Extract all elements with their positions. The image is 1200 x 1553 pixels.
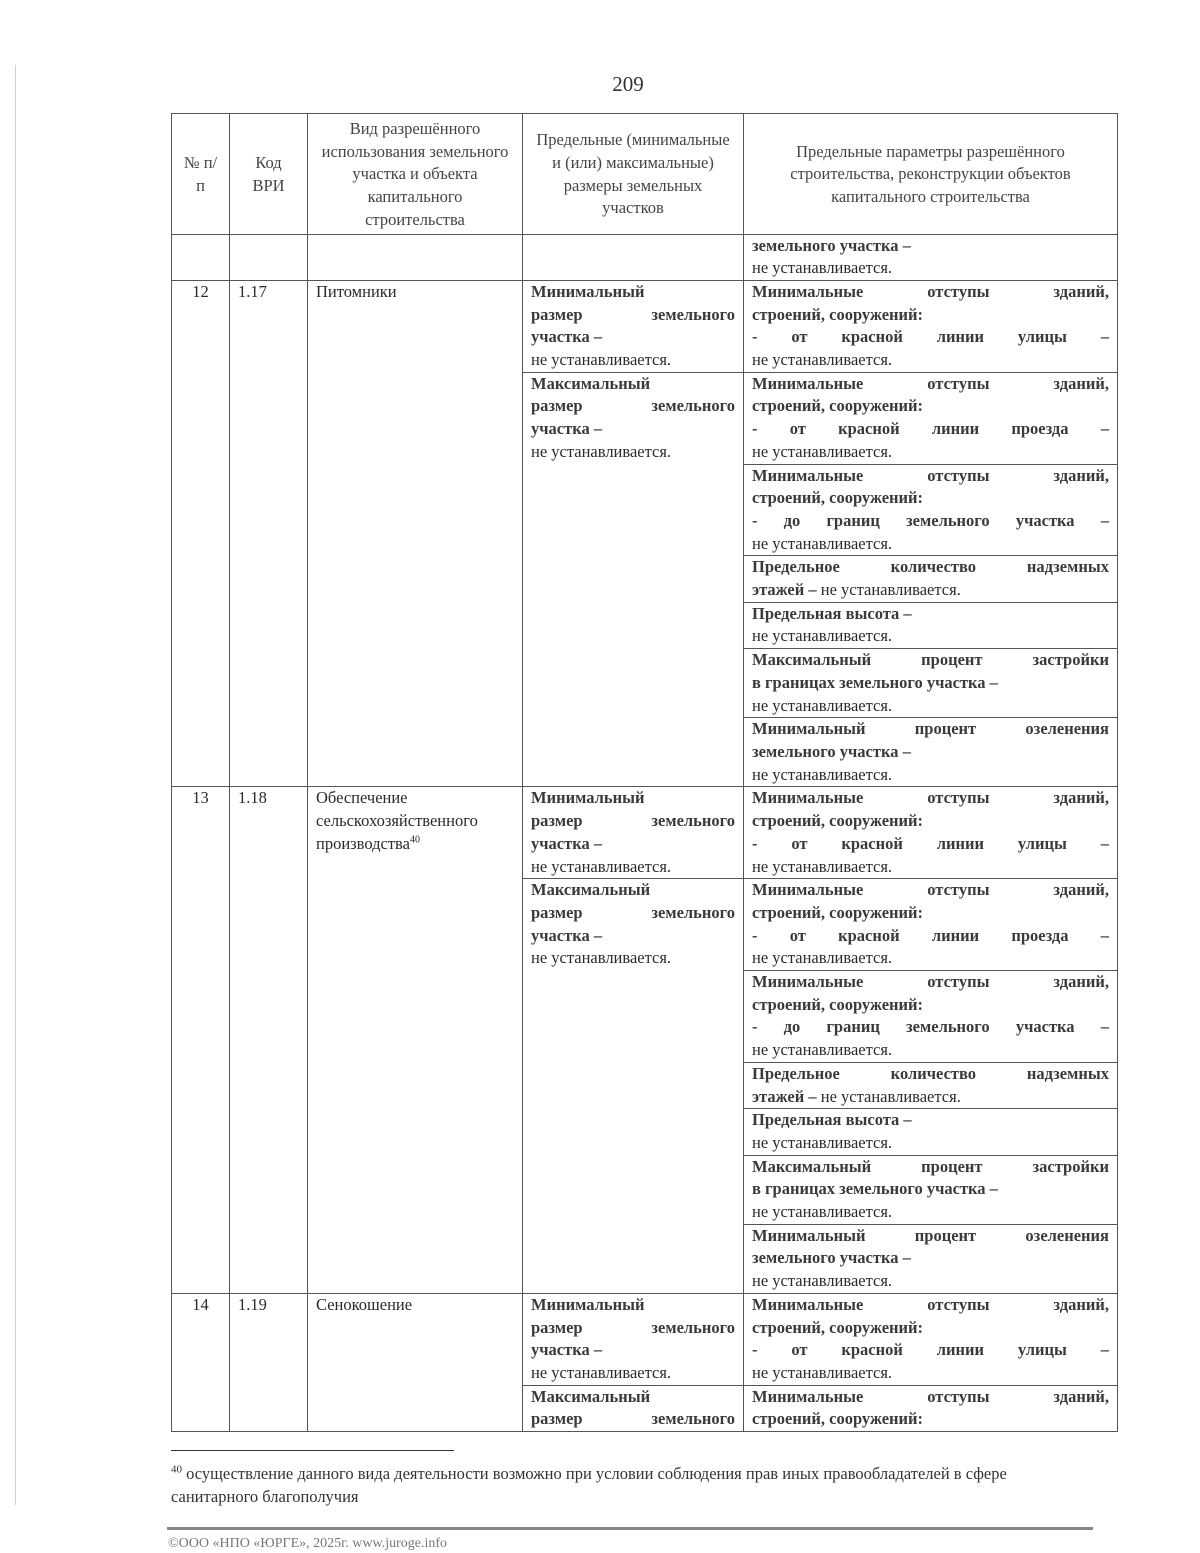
param-cell: земельного участка – не устанавливается.	[744, 234, 1118, 280]
table-row	[172, 1293, 1118, 1385]
row-code: 1.19	[230, 1293, 308, 1431]
header-sizes: Предельные (минимальные и (или) максимальные) размеры земельных участков	[523, 114, 744, 235]
footnote-separator	[171, 1450, 454, 1451]
param-cell: Максимальный процент застройки в границах земельного участка – не устанавливается.	[744, 1155, 1118, 1224]
param-cell: Минимальный процент озеленения земельного участка – не устанавливается.	[744, 718, 1118, 787]
header-use: Вид разрешённого использования земельного участка и объекта капитального строительства	[308, 114, 523, 235]
param-cell: Минимальные отступы зданий, строений, сооружений: - до границ земельного участка – не устанавливается.	[744, 971, 1118, 1063]
max-size-cell: Максимальный размер земельного	[523, 1385, 744, 1431]
page-number: 209	[612, 72, 644, 96]
footnote-text: осуществление данного вида деятельности возможно при условии соблюдения прав иных правообладателей в сфере санитарного благополучия	[171, 1464, 1007, 1506]
param-cell: Минимальные отступы зданий, строений, сооружений: - до границ земельного участка – не устанавливается.	[744, 464, 1118, 556]
min-size-cell: Минимальный размер земельного участка – не устанавливается.	[523, 787, 744, 879]
param-cell: Минимальные отступы зданий, строений, сооружений: - от красной линии улицы – не устанавливается.	[744, 1293, 1118, 1385]
scan-edge-line	[15, 65, 16, 1505]
footnote-ref: 40	[409, 834, 420, 846]
param-cell: Предельное количество надземных этажей – не устанавливается.	[744, 556, 1118, 602]
param-cell: Минимальные отступы зданий, строений, сооружений: - от красной линии проезда – не устанавливается.	[744, 372, 1118, 464]
min-size-cell: Минимальный размер земельного участка – не устанавливается.	[523, 280, 744, 372]
param-cell: Максимальный процент застройки в границах земельного участка – не устанавливается.	[744, 649, 1118, 718]
param-cell: Минимальные отступы зданий, строений, сооружений: - от красной линии улицы – не устанавливается.	[744, 280, 1118, 372]
footer-rule	[167, 1527, 1093, 1530]
row-use-name: Сенокошение	[308, 1293, 523, 1431]
table-row-continuation	[172, 234, 1118, 280]
param-cell: Предельная высота – не устанавливается.	[744, 602, 1118, 648]
header-code: Код ВРИ	[230, 114, 308, 235]
row-code: 1.17	[230, 280, 308, 786]
table-row	[172, 787, 1118, 879]
row-number: 14	[172, 1293, 230, 1431]
param-cell: Минимальные отступы зданий, строений, сооружений: - от красной линии улицы – не устанавливается.	[744, 787, 1118, 879]
header-params: Предельные параметры разрешённого строительства, реконструкции объектов капитального строительства	[744, 114, 1118, 235]
parameters-table	[171, 113, 1118, 1432]
row-code: 1.18	[230, 787, 308, 1293]
header-num: № п/п	[172, 114, 230, 235]
param-cell: Предельное количество надземных этажей – не устанавливается.	[744, 1062, 1118, 1108]
row-use-name: Обеспечение сельскохозяйственного производства$^{40}$	[308, 787, 523, 1293]
footnote-number: 40	[171, 1463, 182, 1476]
row-use-name: Питомники	[308, 280, 523, 786]
param-cell: Минимальные отступы зданий, строений, сооружений: - от красной линии проезда – не устанавливается.	[744, 879, 1118, 971]
max-size-cell: Максимальный размер земельного участка – не устанавливается.	[523, 879, 744, 1294]
table-row	[172, 280, 1118, 372]
footnote	[171, 1462, 1071, 1508]
footer-text: ©ООО «НПО «ЮРГЕ», 2025г. www.juroge.info	[168, 1536, 448, 1551]
table-header-row	[172, 114, 1118, 235]
param-cell: Предельная высота – не устанавливается.	[744, 1109, 1118, 1155]
row-number: 13	[172, 787, 230, 1293]
min-size-cell: Минимальный размер земельного участка – не устанавливается.	[523, 1293, 744, 1385]
param-cell: Минимальные отступы зданий, строений, сооружений:	[744, 1385, 1118, 1431]
max-size-cell: Максимальный размер земельного участка – не устанавливается.	[523, 372, 744, 787]
param-cell: Минимальный процент озеленения земельного участка – не устанавливается.	[744, 1224, 1118, 1293]
row-number: 12	[172, 280, 230, 786]
